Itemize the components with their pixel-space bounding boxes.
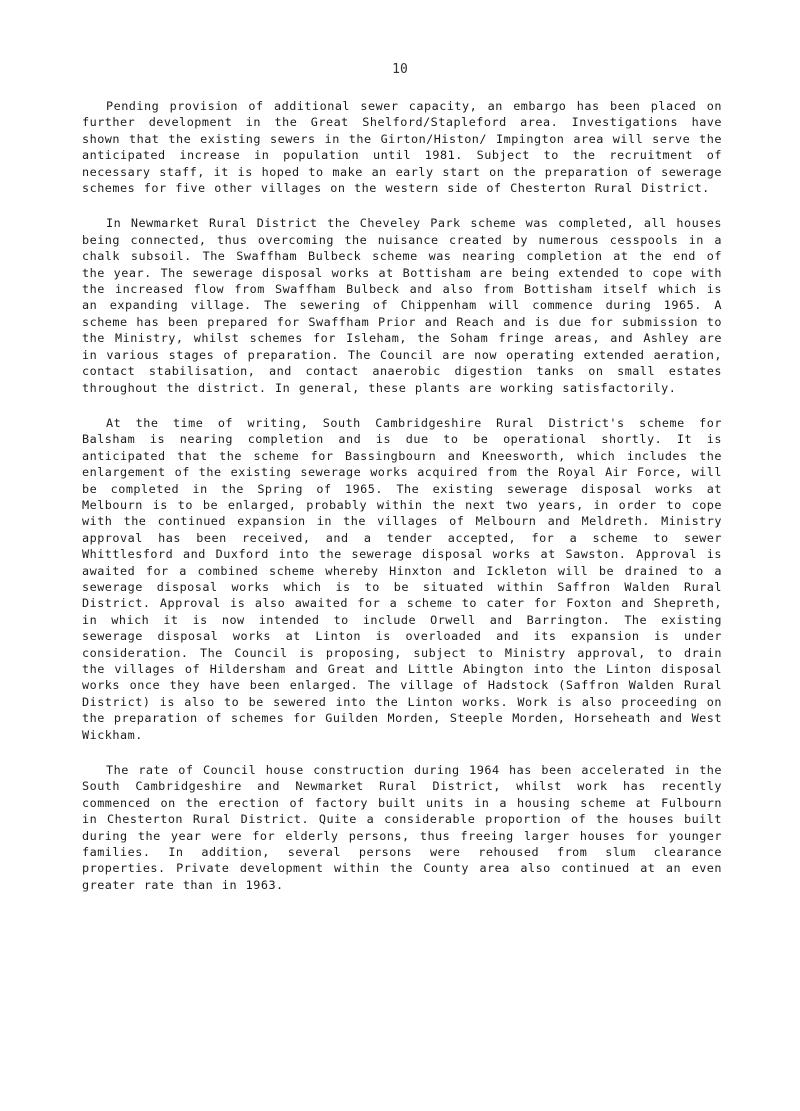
paragraph-sewer-capacity: Pending provision of additional sewer capacity, an embargo has been placed on further development in the Great Shelford/Stapleford area. Investigations have shown that the existing sewers in the Girton/Histon/ Impington area will serve the anticipated increase in population until 1981. Subject to the recruitment of necessary staff, it is hoped to make an early start on the preparation of sewerage schemes for five other villages on the western side of Chesterton Rural District. <box>82 99 722 196</box>
body-text <box>82 98 722 912</box>
paragraph-south-cambridgeshire: At the time of writing, South Cambridgeshire Rural District's scheme for Balsham is nearing completion and is due to be operational shortly. It is anticipated that the scheme for Bassingbourn and Kneesworth, which includes the enlargement of the existing sewerage works acquired from the Royal Air Force, will be completed in the Spring of 1965. The existing sewerage disposal works at Melbourn is to be enlarged, probably within the next two years, in order to cope with the continued expansion in the villages of Melbourn and Meldreth. Ministry approval has been received, and a tender accepted, for a scheme to sewer Whittlesford and Duxford into the sewerage disposal works at Sawston. Approval is awaited for a combined scheme whereby Hinxton and Ickleton will be drained to a sewerage disposal works which is to be situated within Saffron Walden Rural District. Approval is also awaited for a scheme to cater for Foxton and Shepreth, in which it is now intended to include Orwell and Barrington. The existing sewerage disposal works at Linton is overloaded and its expansion is under consideration. The Council is proposing, subject to Ministry approval, to drain the villages of Hildersham and Great and Little Abington into the Linton disposal works once they have been enlarged. The village of Hadstock (Saffron Walden Rural District) is also to be sewered into the Linton works. Work is also proceeding on the preparation of schemes for Guilden Morden, Steeple Morden, Horseheath and West Wickham. <box>82 415 722 742</box>
paragraph-newmarket-district: In Newmarket Rural District the Cheveley Park scheme was completed, all houses being connected, thus overcoming the nuisance created by numerous cesspools in a chalk subsoil. The Swaffham Bulbeck scheme was nearing completion at the end of the year. The sewerage disposal works at Bottisham are being extended to cope with the increased flow from Swaffham Bulbeck and also from Bottisham itself which is an expanding village. The sewering of Chippenham will commence during 1965. A scheme has been prepared for Swaffham Prior and Reach and is due for submission to the Ministry, whilst schemes for Isleham, the Soham fringe areas, and Ashley are in various stages of preparation. The Council are now operating extended aeration, contact stabilisation, and contact anaerobic digestion tanks on small estates throughout the district. In general, these plants are working satisfactorily. <box>82 216 722 395</box>
paragraph-council-housing: The rate of Council house construction during 1964 has been accelerated in the South Cambridgeshire and Newmarket Rural District, whilst work has recently commenced on the erection of factory built units in a housing scheme at Fulbourn in Chesterton Rural District. Quite a considerable proportion of the houses built during the year were for elderly persons, thus freeing larger houses for younger families. In addition, several persons were rehoused from slum clearance properties. Private development within the County area also continued at an even greater rate than in 1963. <box>82 763 722 892</box>
page-number: 10 <box>392 62 408 77</box>
